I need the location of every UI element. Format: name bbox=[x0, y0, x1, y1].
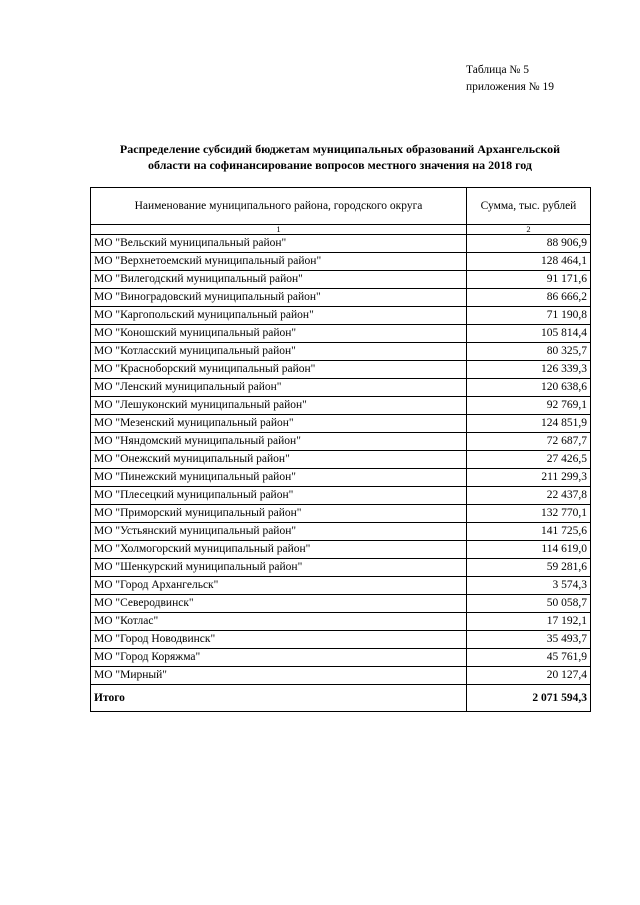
subsidy-amount: 132 770,1 bbox=[467, 505, 591, 523]
document-title bbox=[90, 141, 590, 173]
total-label: Итого bbox=[91, 685, 467, 712]
table-row bbox=[91, 541, 591, 559]
table-row bbox=[91, 325, 591, 343]
table-row bbox=[91, 577, 591, 595]
municipality-name: МО "Ленский муниципальный район" bbox=[91, 379, 467, 397]
municipality-name: МО "Шенкурский муниципальный район" bbox=[91, 559, 467, 577]
subsidy-amount: 120 638,6 bbox=[467, 379, 591, 397]
municipality-name: МО "Город Архангельск" bbox=[91, 577, 467, 595]
table-row bbox=[91, 595, 591, 613]
subsidy-amount: 35 493,7 bbox=[467, 631, 591, 649]
table-row bbox=[91, 487, 591, 505]
table-row bbox=[91, 289, 591, 307]
table-row bbox=[91, 433, 591, 451]
subsidy-amount: 27 426,5 bbox=[467, 451, 591, 469]
subsidy-amount: 72 687,7 bbox=[467, 433, 591, 451]
subsidy-amount: 92 769,1 bbox=[467, 397, 591, 415]
column-header-sum: Сумма, тыс. рублей bbox=[467, 188, 591, 225]
table-row bbox=[91, 397, 591, 415]
subsidy-amount: 91 171,6 bbox=[467, 271, 591, 289]
subsidy-amount: 86 666,2 bbox=[467, 289, 591, 307]
table-row bbox=[91, 469, 591, 487]
table-row bbox=[91, 523, 591, 541]
subsidy-amount: 50 058,7 bbox=[467, 595, 591, 613]
subsidy-amount: 141 725,6 bbox=[467, 523, 591, 541]
municipality-name: МО "Приморский муниципальный район" bbox=[91, 505, 467, 523]
table-row bbox=[91, 361, 591, 379]
table-row bbox=[91, 613, 591, 631]
subsidy-amount: 80 325,7 bbox=[467, 343, 591, 361]
municipality-name: МО "Красноборский муниципальный район" bbox=[91, 361, 467, 379]
column-number-sum: 2 bbox=[467, 225, 591, 235]
municipality-name: МО "Плесецкий муниципальный район" bbox=[91, 487, 467, 505]
subsidy-amount: 114 619,0 bbox=[467, 541, 591, 559]
municipality-name: МО "Город Коряжма" bbox=[91, 649, 467, 667]
table-row bbox=[91, 379, 591, 397]
table-row bbox=[91, 505, 591, 523]
municipality-name: МО "Каргопольский муниципальный район" bbox=[91, 307, 467, 325]
subsidy-amount: 45 761,9 bbox=[467, 649, 591, 667]
municipality-name: МО "Вельский муниципальный район" bbox=[91, 235, 467, 253]
subsidy-amount: 124 851,9 bbox=[467, 415, 591, 433]
municipality-name: МО "Верхнетоемский муниципальный район" bbox=[91, 253, 467, 271]
subsidy-amount: 128 464,1 bbox=[467, 253, 591, 271]
subsidy-amount: 59 281,6 bbox=[467, 559, 591, 577]
municipality-name: МО "Северодвинск" bbox=[91, 595, 467, 613]
table-row bbox=[91, 343, 591, 361]
table-row bbox=[91, 415, 591, 433]
municipality-name: МО "Пинежский муниципальный район" bbox=[91, 469, 467, 487]
municipality-name: МО "Город Новодвинск" bbox=[91, 631, 467, 649]
subsidy-amount: 20 127,4 bbox=[467, 667, 591, 685]
table-number: Таблица № 5 bbox=[466, 64, 530, 76]
table-row bbox=[91, 631, 591, 649]
subsidy-amount: 88 906,9 bbox=[467, 235, 591, 253]
subsidy-amount: 211 299,3 bbox=[467, 469, 591, 487]
table-row bbox=[91, 667, 591, 685]
table-row bbox=[91, 307, 591, 325]
column-header-name: Наименование муниципального района, городского округа bbox=[91, 188, 467, 225]
column-number-row bbox=[91, 225, 591, 235]
municipality-name: МО "Устьянский муниципальный район" bbox=[91, 523, 467, 541]
document-title-line-2: области на софинансирование вопросов местного значения на 2018 год bbox=[148, 158, 532, 172]
municipality-name: МО "Няндомский муниципальный район" bbox=[91, 433, 467, 451]
column-number-name: 1 bbox=[91, 225, 467, 235]
municipality-name: МО "Котласский муниципальный район" bbox=[91, 343, 467, 361]
subsidy-amount: 17 192,1 bbox=[467, 613, 591, 631]
appendix-number: приложения № 19 bbox=[466, 81, 554, 93]
table-row bbox=[91, 451, 591, 469]
document-title-line-1: Распределение субсидий бюджетам муниципальных образований Архангельской bbox=[119, 142, 561, 156]
municipality-name: МО "Мирный" bbox=[91, 667, 467, 685]
municipality-name: МО "Мезенский муниципальный район" bbox=[91, 415, 467, 433]
table-header-row bbox=[91, 188, 591, 225]
total-row bbox=[91, 685, 591, 712]
municipality-name: МО "Онежский муниципальный район" bbox=[91, 451, 467, 469]
subsidy-amount: 3 574,3 bbox=[467, 577, 591, 595]
table-reference bbox=[466, 62, 554, 96]
subsidy-amount: 126 339,3 bbox=[467, 361, 591, 379]
municipality-name: МО "Коношский муниципальный район" bbox=[91, 325, 467, 343]
table-row bbox=[91, 649, 591, 667]
subsidy-amount: 22 437,8 bbox=[467, 487, 591, 505]
total-sum: 2 071 594,3 bbox=[467, 685, 591, 712]
municipality-name: МО "Холмогорский муниципальный район" bbox=[91, 541, 467, 559]
table-row bbox=[91, 235, 591, 253]
table-row bbox=[91, 559, 591, 577]
table-row bbox=[91, 271, 591, 289]
municipality-name: МО "Лешуконский муниципальный район" bbox=[91, 397, 467, 415]
table-row bbox=[91, 253, 591, 271]
municipality-name: МО "Котлас" bbox=[91, 613, 467, 631]
subsidy-table bbox=[90, 187, 591, 712]
subsidy-amount: 71 190,8 bbox=[467, 307, 591, 325]
municipality-name: МО "Виноградовский муниципальный район" bbox=[91, 289, 467, 307]
table-body bbox=[91, 235, 591, 685]
subsidy-amount: 105 814,4 bbox=[467, 325, 591, 343]
municipality-name: МО "Вилегодский муниципальный район" bbox=[91, 271, 467, 289]
